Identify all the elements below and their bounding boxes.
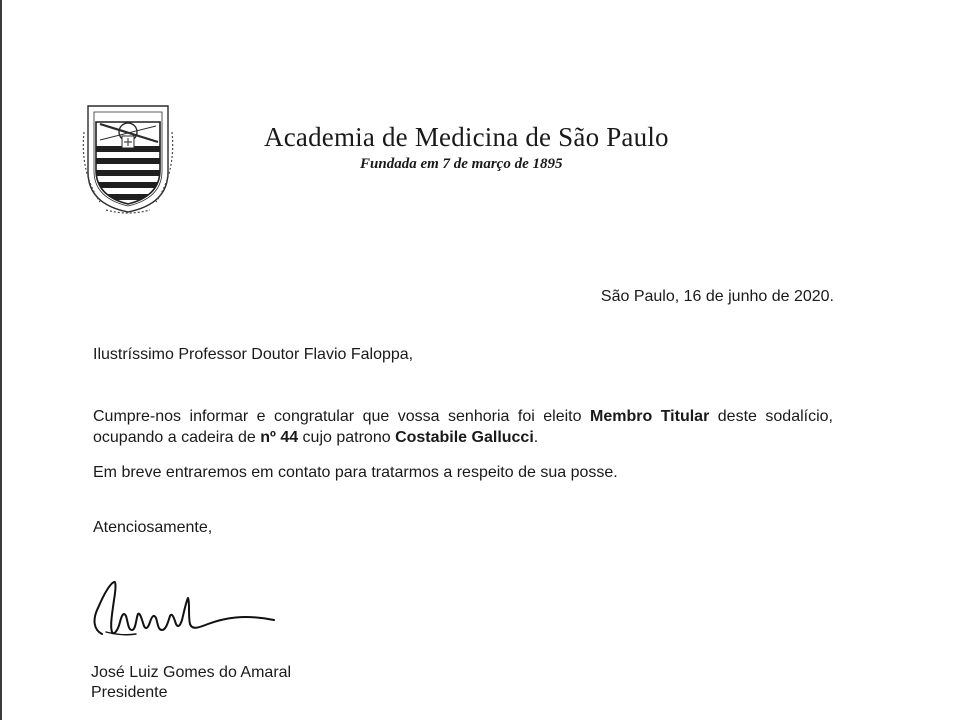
paragraph-text: Cumpre-nos informar e congratular que vossa senhoria foi eleito — [93, 408, 590, 425]
letter-paragraph-election — [93, 406, 833, 448]
handwritten-signature — [84, 572, 284, 648]
signer-role: Presidente — [91, 684, 168, 701]
paragraph-text: deste sodalício, ocupando a cadeira de — [93, 408, 833, 446]
signer-name: José Luiz Gomes do Amaral — [91, 664, 292, 681]
paragraph-text: cujo patrono — [298, 429, 396, 446]
page-edge-border — [0, 0, 2, 720]
founding-date-subtitle: Fundada em 7 de março de 1895 — [360, 156, 563, 172]
member-title-emphasis: Membro Titular — [589, 408, 710, 425]
letter-date: São Paulo, 16 de junho de 2020. — [600, 288, 834, 305]
chair-number-emphasis: nº 44 — [260, 429, 299, 446]
academy-seal-logo — [66, 92, 190, 216]
patron-name-emphasis: Costabile Gallucci — [395, 429, 534, 446]
letter-paragraph-contact: Em breve entraremos em contato para tratarmos a respeito de sua posse. — [93, 464, 618, 481]
letter-salutation: Ilustríssimo Professor Doutor Flavio Faloppa, — [93, 346, 414, 363]
paragraph-text: . — [533, 429, 539, 446]
academy-name-heading: Academia de Medicina de São Paulo — [264, 122, 669, 152]
letter-closing: Atenciosamente, — [93, 519, 213, 536]
